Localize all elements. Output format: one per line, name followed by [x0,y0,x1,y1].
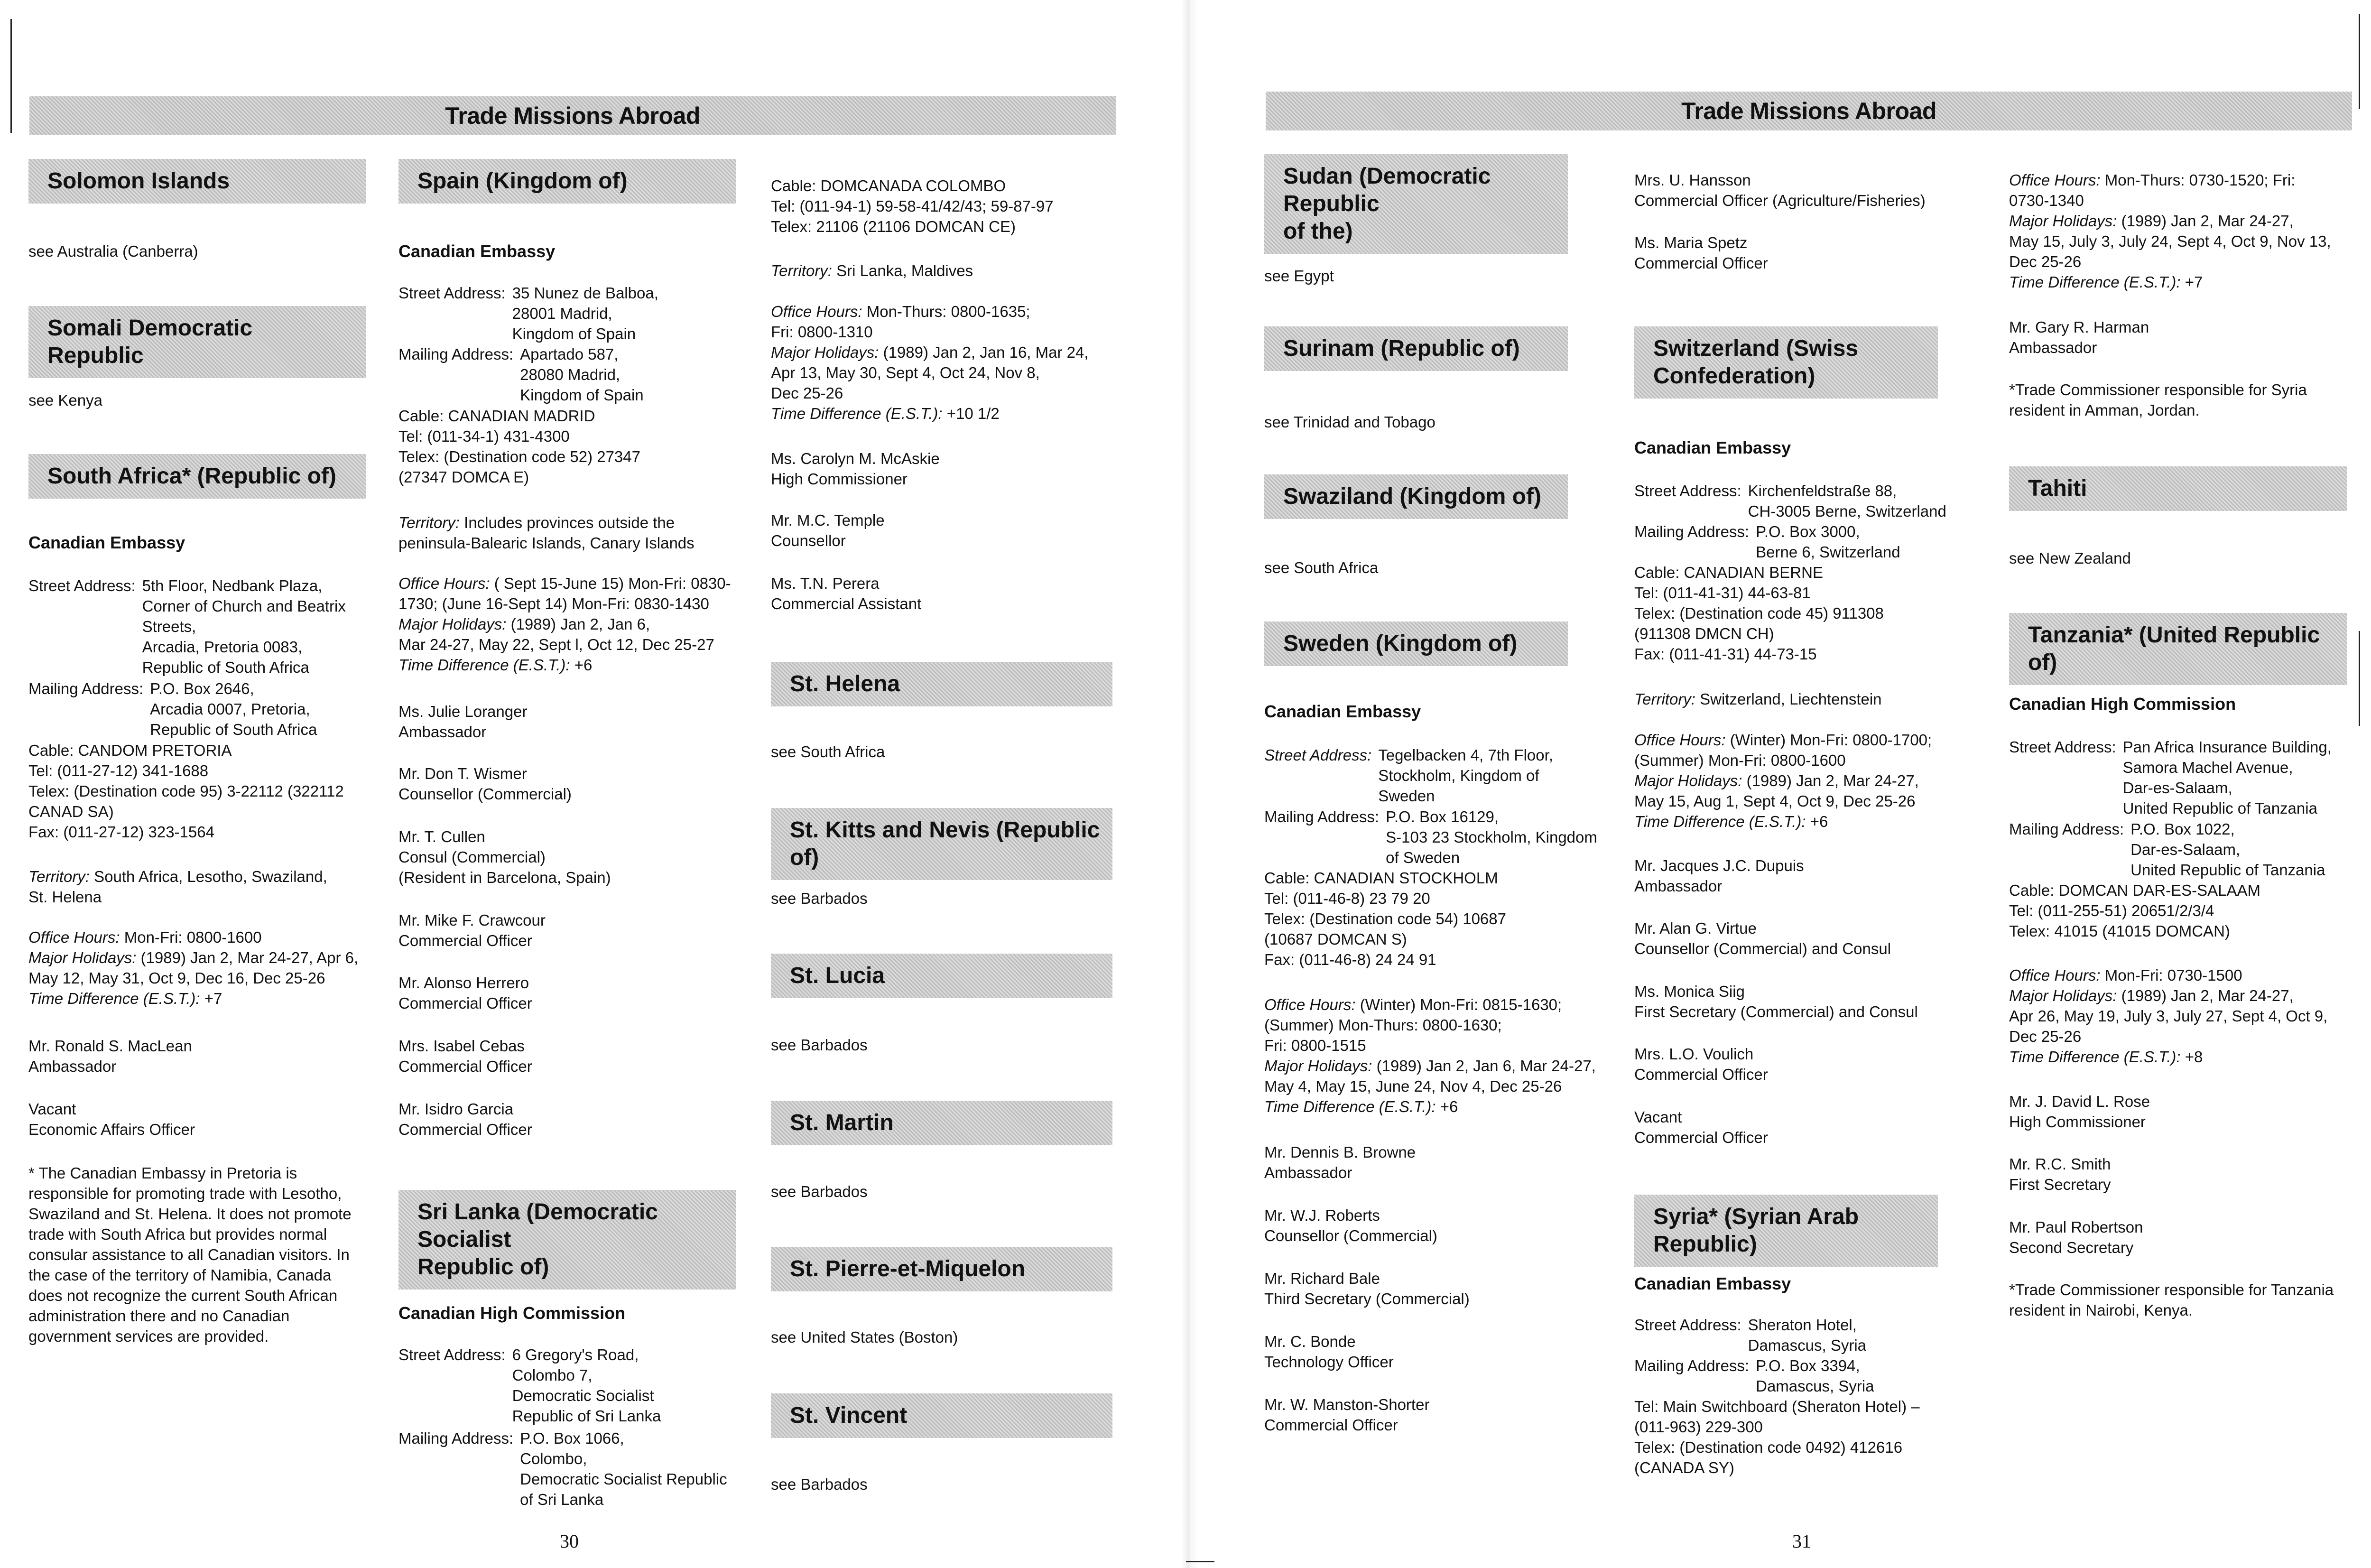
street-address-label: Street Address: [398,1346,506,1364]
time-difference-value: +6 [1806,813,1828,830]
staff-name: Mr. Gary R. Harman [2009,318,2149,336]
time-difference-value: +7 [2180,273,2203,291]
staff-title: Economic Affairs Officer [28,1121,195,1138]
section-heading-spain: Spain (Kingdom of) [398,159,736,204]
street-address-value: Kirchenfeldstraße 88, CH-3005 Berne, Switzerland [1748,482,1946,520]
office-type-sweden: Canadian Embassy [1264,702,1421,721]
time-difference-value: +10 1/2 [942,405,1000,422]
office-hours-spain [398,573,740,614]
staff-title: Commercial Officer [398,994,532,1012]
section-heading-sudan: Sudan (Democratic Republic of the) [1264,154,1568,254]
staff-name: Mr. Mike F. Crawcour [398,911,546,929]
cable-sweden: Cable: CANADIAN STOCKHOLM [1264,869,1498,887]
territory-value: South Africa, Lesotho, Swaziland, St. Helena [28,868,327,906]
office-type-syria: Canadian Embassy [1634,1274,1791,1293]
cable-south-africa: Cable: CANDOM PRETORIA [28,742,232,759]
staff-title: Ambassador [1264,1164,1352,1181]
time-difference-value: +6 [1436,1098,1458,1115]
time-difference-tanzania [2009,1047,2351,1067]
office-hours-value: Mon-Fri: 0730-1500 [2100,966,2242,984]
see-reference-swaziland: see South Africa [1264,559,1379,576]
see-reference-st-martin: see Barbados [771,1183,868,1200]
staff-title: First Secretary [2009,1176,2111,1193]
office-hours-label: Office Hours: [2009,171,2101,189]
staff-title: Counsellor (Commercial) and Consul [1634,940,1891,957]
page-edge-right-lower [2359,631,2360,726]
time-difference-label: Time Difference (E.S.T.): [2009,273,2181,291]
holidays-label: Major Holidays: [1264,1057,1372,1075]
office-hours-sweden [1264,994,1606,1056]
staff-title: Commercial Officer [398,1121,532,1138]
office-hours-value: Mon-Thurs: 0730-1520; Fri: 0730-1340 [2009,171,2296,209]
street-address-spain [398,283,740,344]
office-hours-label: Office Hours: [2009,966,2101,984]
territory-south-africa [28,866,370,907]
territory-label: Territory: [28,868,90,885]
see-reference-somali: see Kenya [28,391,102,409]
footnote-syria: *Trade Commissioner responsible for Syria resident in Amman, Jordan. [2009,381,2307,419]
staff-name: Ms. Monica Siig [1634,983,1745,1000]
mailing-address-value: P.O. Box 16129, S-103 23 Stockholm, Kingdom of Sweden [1386,808,1597,866]
staff-name: Mr. Richard Bale [1264,1270,1380,1287]
cable-sri-lanka: Cable: DOMCANADA COLOMBO [771,177,1006,195]
staff-name: Ms. Maria Spetz [1634,234,1748,251]
section-heading-syria: Syria* (Syrian Arab Republic) [1634,1195,1938,1267]
staff-name: Vacant [1634,1108,1682,1126]
street-address-value: Pan Africa Insurance Building, Samora Machel Avenue, Dar-es-Salaam, United Republic of Tanzania [2122,738,2332,817]
street-address-value: 35 Nunez de Balboa, 28001 Madrid, Kingdom of Spain [512,284,658,343]
tel-sri-lanka: Tel: (011-94-1) 59-58-41/42/43; 59-87-97 [771,197,1054,215]
section-heading-tanzania: Tanzania* (United Republic of) [2009,613,2347,685]
street-address-sweden [1264,745,1606,806]
mailing-address-sri-lanka [398,1428,740,1510]
time-difference-label: Time Difference (E.S.T.): [1264,1098,1436,1115]
territory-value: Sri Lanka, Maldives [832,262,973,279]
see-reference-st-pierre: see United States (Boston) [771,1328,958,1346]
see-reference-st-vincent: see Barbados [771,1475,868,1493]
staff-title: High Commissioner [771,470,908,488]
holidays-switzerland [1634,770,1976,811]
section-heading-st-kitts: St. Kitts and Nevis (Republic of) [771,808,1112,880]
cable-spain: Cable: CANADIAN MADRID [398,407,595,425]
staff-title: Ambassador [398,723,487,741]
staff-title: Consul (Commercial) (Resident in Barcelona, Spain) [398,848,611,886]
time-difference-label: Time Difference (E.S.T.): [2009,1048,2181,1066]
mailing-address-spain [398,344,740,405]
tel-syria: Tel: Main Switchboard (Sheraton Hotel) – (011-963) 229-300 [1634,1398,1920,1436]
section-heading-somali: Somali Democratic Republic [28,306,366,378]
left-page-column-1 [28,0,370,1568]
tel-switzerland: Tel: (011-41-31) 44-63-81 [1634,584,1811,602]
staff-title: Commercial Officer [1634,254,1768,272]
office-hours-south-africa [28,927,370,947]
time-difference-switzerland [1634,811,1976,832]
staff-name: Vacant [28,1100,76,1118]
staff-name: Mr. Ronald S. MacLean [28,1037,192,1055]
office-type-spain: Canadian Embassy [398,241,556,261]
staff-title: Commercial Officer [398,1058,532,1075]
book-gutter [1181,0,1198,1568]
fax-south-africa: Fax: (011-27-12) 323-1564 [28,823,214,841]
staff-name: Mr. Dennis B. Browne [1264,1143,1416,1161]
mailing-address-tanzania [2009,819,2351,880]
section-heading-st-pierre: St. Pierre-et-Miquelon [771,1247,1112,1291]
time-difference-sri-lanka [771,403,1112,424]
office-hours-tanzania [2009,965,2351,985]
time-difference-label: Time Difference (E.S.T.): [28,990,200,1007]
staff-name: Mr. Alan G. Virtue [1634,919,1757,937]
staff-name: Ms. T.N. Perera [771,575,880,592]
holidays-value: (1989) Jan 2, Mar 24-27, May 15, July 3, July 24, Sept 4, Oct 9, Nov 13, Dec 25-26 [2009,212,2331,270]
holidays-value: (1989) Jan 2, Mar 24-27, Apr 26, May 19, July 3, July 27, Sept 4, Oct 9, Dec 25-26 [2009,987,2328,1045]
street-address-tanzania [2009,737,2351,818]
staff-title: Commercial Officer [1634,1066,1768,1083]
tel-south-africa: Tel: (011-27-12) 341-1688 [28,762,209,779]
office-hours-sri-lanka [771,301,1112,342]
office-type-switzerland: Canadian Embassy [1634,438,1791,457]
mailing-address-label: Mailing Address: [398,345,514,363]
section-heading-tahiti: Tahiti [2009,466,2347,511]
telex-switzerland: Telex: (Destination code 45) 911308 (911308 DMCN CH) [1634,604,1884,642]
mailing-address-syria [1634,1355,1976,1396]
cable-switzerland: Cable: CANADIAN BERNE [1634,564,1823,581]
office-hours-label: Office Hours: [28,928,120,946]
section-heading-st-martin: St. Martin [771,1101,1112,1145]
staff-title: Commercial Officer [1264,1416,1398,1434]
office-hours-syria [2009,170,2351,211]
staff-title: Commercial Officer [1634,1129,1768,1146]
territory-value: Switzerland, Liechtenstein [1695,690,1882,708]
see-reference-solomon: see Australia (Canberra) [28,242,198,260]
see-reference-sudan: see Egypt [1264,267,1334,285]
holidays-syria [2009,211,2351,272]
staff-name: Mrs. L.O. Voulich [1634,1045,1754,1063]
fax-switzerland: Fax: (011-41-31) 44-73-15 [1634,645,1817,663]
office-hours-label: Office Hours: [1634,731,1726,749]
holidays-value: (1989) Jan 2, Jan 6, Mar 24-27, May 4, May 15, June 24, Nov 4, Dec 25-26 [1264,1057,1596,1095]
office-type-tanzania: Canadian High Commission [2009,694,2236,714]
time-difference-value: +6 [570,656,593,674]
time-difference-south-africa [28,988,370,1009]
page-number-left: 30 [560,1531,579,1552]
footnote-tanzania: *Trade Commissioner responsible for Tanzania resident in Nairobi, Kenya. [2009,1281,2334,1319]
time-difference-value: +7 [200,990,222,1007]
territory-label: Territory: [398,514,460,531]
header-band-right: Trade Missions Abroad [1266,92,2352,130]
section-heading-switzerland: Switzerland (Swiss Confederation) [1634,326,1938,399]
time-difference-value: +8 [2180,1048,2203,1066]
staff-title: First Secretary (Commercial) and Consul [1634,1003,1918,1021]
mailing-address-value: P.O. Box 1022, Dar-es-Salaam, United Republic of Tanzania [2130,820,2325,879]
office-hours-value: (Winter) Mon-Fri: 0800-1700; (Summer) Mon-Fri: 0800-1600 [1634,731,1932,769]
telex-sweden: Telex: (Destination code 54) 10687 (10687 DOMCAN S) [1264,910,1506,948]
office-type-south-africa: Canadian Embassy [28,533,185,552]
staff-title: Second Secretary [2009,1239,2134,1256]
staff-name: Mr. J. David L. Rose [2009,1093,2150,1110]
staff-name: Ms. Julie Loranger [398,703,528,720]
holidays-value: (1989) Jan 2, Jan 6, Mar 24-27, May 22, Sept l, Oct 12, Dec 25-27 [398,615,714,653]
holidays-tanzania [2009,985,2351,1047]
telex-syria: Telex: (Destination code 0492) 412616 (CANADA SY) [1634,1438,1903,1476]
staff-name: Mr. Paul Robertson [2009,1218,2143,1236]
fax-sweden: Fax: (011-46-8) 24 24 91 [1264,951,1436,968]
section-heading-sweden: Sweden (Kingdom of) [1264,622,1568,666]
holidays-value: (1989) Jan 2, Jan 16, Mar 24, Apr 13, May 30, Sept 4, Oct 24, Nov 8, Dec 25-26 [771,343,1089,402]
office-hours-label: Office Hours: [771,303,862,320]
office-type-sri-lanka: Canadian High Commission [398,1303,626,1323]
mailing-address-label: Mailing Address: [398,1429,514,1447]
tel-tanzania: Tel: (011-255-51) 20651/2/3/4 [2009,902,2214,919]
staff-name: Mr. C. Bonde [1264,1333,1356,1350]
office-hours-value: ( Sept 15-June 15) Mon-Fri: 0830- 1730; (June 16-Sept 14) Mon-Fri: 0830-1430 [398,575,731,612]
territory-label: Territory: [771,262,832,279]
holidays-south-africa [28,947,370,988]
page-number-right: 31 [1792,1531,1811,1552]
section-heading-sri-lanka: Sri Lanka (Democratic Socialist Republic of) [398,1190,736,1290]
time-difference-label: Time Difference (E.S.T.): [398,656,570,674]
telex-sri-lanka: Telex: 21106 (21106 DOMCAN CE) [771,218,1016,235]
street-address-value: 6 Gregory's Road, Colombo 7, Democratic Socialist Republic of Sri Lanka [512,1346,661,1425]
staff-name: Mr. W. Manston-Shorter [1264,1396,1430,1413]
staff-title: Commercial Officer [398,932,532,949]
left-page-column-3 [771,0,1112,1568]
section-heading-st-vincent: St. Vincent [771,1393,1112,1438]
territory-label: Territory: [1634,690,1695,708]
mailing-address-south-africa [28,678,370,740]
section-heading-st-lucia: St. Lucia [771,954,1112,998]
staff-title: Ambassador [28,1058,117,1075]
see-reference-st-kitts: see Barbados [771,890,868,907]
staff-title: Third Secretary (Commercial) [1264,1290,1470,1308]
staff-name: Mrs. Isabel Cebas [398,1037,525,1055]
time-difference-syria [2009,272,2351,292]
staff-name: Mr. R.C. Smith [2009,1155,2111,1173]
time-difference-spain [398,655,740,675]
office-hours-label: Office Hours: [1264,996,1356,1013]
page-edge-bottom [1186,1561,1214,1562]
street-address-label: Street Address: [1634,1316,1741,1334]
time-difference-label: Time Difference (E.S.T.): [771,405,943,422]
mailing-address-sweden [1264,807,1606,868]
holidays-value: (1989) Jan 2, Mar 24-27, Apr 6, May 12, May 31, Oct 9, Dec 16, Dec 25-26 [28,949,359,987]
staff-name: Mr. Jacques J.C. Dupuis [1634,857,1804,874]
section-heading-swaziland: Swaziland (Kingdom of) [1264,474,1568,519]
mailing-address-value: P.O. Box 2646, Arcadia 0007, Pretoria, Republic of South Africa [150,680,317,738]
office-hours-switzerland [1634,730,1976,770]
holidays-label: Major Holidays: [2009,212,2117,230]
footnote-south-africa: * The Canadian Embassy in Pretoria is responsible for promoting trade with Lesotho, Swaziland and St. Helena. It does not promote trade with South Africa but provides normal consular assistance to all Canadian visitors. In the case of the territory of Namibia, Canada does not recognize the current South African administration there and no Canadian government services are provided. [28,1164,352,1345]
section-heading-south-africa: South Africa* (Republic of) [28,454,366,499]
staff-name: Mr. M.C. Temple [771,511,885,529]
tel-spain: Tel: (011-34-1) 431-4300 [398,427,570,445]
section-heading-st-helena: St. Helena [771,662,1112,706]
street-address-label: Street Address: [398,284,506,302]
right-page-column-1 [1264,0,1606,1568]
holidays-label: Major Holidays: [2009,987,2117,1004]
street-address-value: 5th Floor, Nedbank Plaza, Corner of Church and Beatrix Streets, Arcadia, Pretoria 0083, Republic of South Africa [142,577,346,676]
staff-title: Counsellor [771,532,846,549]
mailing-address-label: Mailing Address: [1264,808,1380,826]
tel-sweden: Tel: (011-46-8) 23 79 20 [1264,890,1430,907]
street-address-syria [1634,1315,1976,1355]
street-address-south-africa [28,575,370,677]
street-address-label: Street Address: [1634,482,1741,500]
staff-name: Mr. T. Cullen [398,828,485,845]
see-reference-tahiti: see New Zealand [2009,549,2131,567]
page-edge-right [2359,14,2360,109]
holidays-value: (1989) Jan 2, Mar 24-27, May 15, Aug 1, Sept 4, Oct 9, Dec 25-26 [1634,772,1919,810]
mailing-address-value: Apartado 587, 28080 Madrid, Kingdom of Spain [520,345,644,404]
time-difference-label: Time Difference (E.S.T.): [1634,813,1806,830]
staff-title: Ambassador [1634,877,1723,895]
territory-switzerland [1634,689,1976,709]
see-reference-st-helena: see South Africa [771,743,885,761]
street-address-switzerland [1634,481,1976,521]
staff-title: Technology Officer [1264,1353,1394,1371]
staff-name: Mr. W.J. Roberts [1264,1206,1380,1224]
mailing-address-label: Mailing Address: [2009,820,2124,838]
office-hours-value: Mon-Thurs: 0800-1635; Fri: 0800-1310 [771,303,1030,341]
holidays-label: Major Holidays: [771,343,879,361]
office-hours-value: Mon-Fri: 0800-1600 [120,928,262,946]
holidays-label: Major Holidays: [28,949,137,966]
time-difference-sweden [1264,1096,1606,1117]
staff-title: High Commissioner [2009,1113,2146,1131]
staff-name: Ms. Carolyn M. McAskie [771,450,940,467]
mailing-address-switzerland [1634,521,1976,562]
section-heading-solomon-islands: Solomon Islands [28,159,366,204]
holidays-label: Major Holidays: [398,615,507,633]
mailing-address-label: Mailing Address: [1634,1357,1750,1374]
office-hours-value: (Winter) Mon-Fri: 0815-1630; (Summer) Mon-Thurs: 0800-1630; Fri: 0800-1515 [1264,996,1562,1054]
staff-title: Commercial Officer (Agriculture/Fisheries) [1634,192,1926,209]
mailing-address-label: Mailing Address: [1634,523,1750,540]
see-reference-surinam: see Trinidad and Tobago [1264,413,1436,431]
right-page-column-2 [1634,0,1976,1568]
staff-title: Counsellor (Commercial) [398,785,572,803]
territory-spain [398,512,740,553]
left-page-column-2 [398,0,740,1568]
mailing-address-value: P.O. Box 1066, Colombo, Democratic Socialist Republic of Sri Lanka [520,1429,727,1508]
office-hours-label: Office Hours: [398,575,490,592]
street-address-label: Street Address: [2009,738,2116,756]
see-reference-st-lucia: see Barbados [771,1036,868,1054]
cable-tanzania: Cable: DOMCAN DAR-ES-SALAAM [2009,881,2260,899]
staff-name: Mr. Alonso Herrero [398,974,529,992]
header-band-left: Trade Missions Abroad [29,96,1116,135]
telex-spain: Telex: (Destination code 52) 27347 (27347 DOMCA E) [398,448,640,486]
mailing-address-value: P.O. Box 3394, Damascus, Syria [1756,1357,1874,1395]
street-address-sri-lanka [398,1345,740,1426]
holidays-sweden [1264,1056,1606,1096]
section-heading-surinam: Surinam (Republic of) [1264,326,1568,371]
staff-title: Commercial Assistant [771,595,922,612]
holidays-label: Major Holidays: [1634,772,1742,789]
telex-tanzania: Telex: 41015 (41015 DOMCAN) [2009,922,2230,940]
right-page-column-3 [2009,0,2351,1568]
mailing-address-value: P.O. Box 3000, Berne 6, Switzerland [1756,523,1900,561]
mailing-address-label: Mailing Address: [28,680,144,697]
territory-value: Includes provinces outside the peninsula-Balearic Islands, Canary Islands [398,514,695,552]
street-address-value: Tegelbacken 4, 7th Floor, Stockholm, Kingdom of Sweden [1378,746,1553,805]
street-address-label: Street Address: [1264,746,1372,764]
staff-name: Mrs. U. Hansson [1634,171,1751,189]
staff-name: Mr. Isidro Garcia [398,1100,514,1118]
street-address-value: Sheraton Hotel, Damascus, Syria [1748,1316,1867,1354]
staff-title: Ambassador [2009,339,2097,356]
holidays-spain [398,614,740,655]
page-edge-left [10,19,12,133]
street-address-label: Street Address: [28,577,136,594]
staff-name: Mr. Don T. Wismer [398,765,527,782]
holidays-sri-lanka [771,342,1112,403]
territory-sri-lanka [771,260,1112,281]
telex-south-africa: Telex: (Destination code 95) 3-22112 (322112 CANAD SA) [28,782,344,820]
staff-title: Counsellor (Commercial) [1264,1227,1437,1244]
